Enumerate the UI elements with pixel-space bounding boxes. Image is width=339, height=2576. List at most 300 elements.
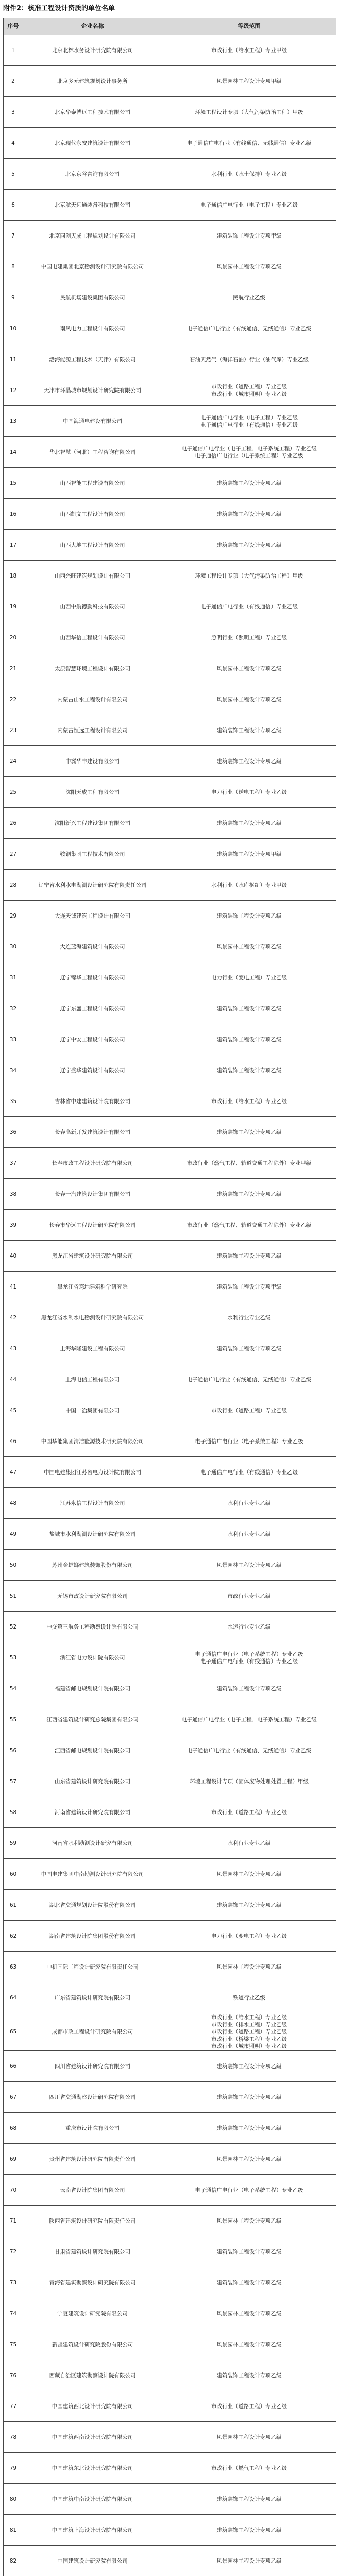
- table-row: [4, 2267, 336, 2298]
- row-number: 56: [4, 1735, 23, 1766]
- qualification-scope: [162, 437, 336, 468]
- scope-line: 铁道行业乙级: [233, 1994, 265, 2001]
- row-number: 69: [4, 2144, 23, 2175]
- table-row: [4, 1704, 336, 1735]
- company-name: 中国建筑中南设计研究院有限公司: [23, 2484, 162, 2515]
- scope-line: 电子通信广电行业（有线通信、无线通信）专业乙级: [187, 1747, 312, 1754]
- table-row: [4, 839, 336, 870]
- scope-line: 市政行业（燃气工程、轨道交通工程除外）专业甲级: [187, 1160, 312, 1166]
- scope-line: 市政行业（城市照明）专业乙级: [211, 2043, 287, 2049]
- row-number: 5: [4, 159, 23, 190]
- row-number: 64: [4, 1982, 23, 2013]
- header-company: 企业名称: [23, 18, 162, 35]
- scope-line: 风景园林工程设计专项甲级: [216, 78, 282, 84]
- company-name: 山西凯文工程设计有限公司: [23, 499, 162, 530]
- scope-line: 建筑装饰工程设计专项乙级: [216, 480, 282, 486]
- table-row: [4, 313, 336, 344]
- table-row: [4, 437, 336, 468]
- company-name: 黑龙江省寒地建筑科学研究院: [23, 1272, 162, 1302]
- qualification-scope: [162, 808, 336, 839]
- company-name: 北京航天远通装备科技有限公司: [23, 190, 162, 221]
- scope-line: 风景园林工程设计专项乙级: [216, 2310, 282, 2317]
- table-row: [4, 1488, 336, 1519]
- table-row: [4, 1148, 336, 1179]
- table-row: [4, 1859, 336, 1890]
- row-number: 67: [4, 2082, 23, 2113]
- scope-line: 建筑装饰工程设计专项乙级: [216, 2094, 282, 2100]
- scope-line: 电子通信广电行业（有线通信）专业乙级: [200, 1658, 298, 1665]
- company-name: 辽宁中安工程设计有限公司: [23, 1024, 162, 1055]
- row-number: 77: [4, 2391, 23, 2422]
- qualification-scope: [162, 1952, 336, 1982]
- row-number: 35: [4, 1086, 23, 1117]
- company-name: 山西华信工程设计有限公司: [23, 622, 162, 653]
- table-row: [4, 2360, 336, 2391]
- table-row: [4, 2515, 336, 2546]
- table-row: [4, 684, 336, 715]
- table-row: [4, 1921, 336, 1952]
- table-row: [4, 1395, 336, 1426]
- row-number: 11: [4, 344, 23, 375]
- company-name: 四川省交通勘察设计研究院有限公司: [23, 2082, 162, 2113]
- company-name: 中机国际工程设计研究院有限责任公司: [23, 1952, 162, 1982]
- table-row: [4, 2329, 336, 2360]
- row-number: 34: [4, 1055, 23, 1086]
- table-row: [4, 2453, 336, 2484]
- qualification-scope: [162, 1982, 336, 2013]
- qualification-scope: [162, 1890, 336, 1921]
- scope-line: 建筑装饰工程设计专项乙级: [216, 2372, 282, 2379]
- scope-line: 建筑装饰工程设计专项乙级: [216, 1067, 282, 1074]
- company-name: 陕西省建筑设计研究院有限责任公司: [23, 2206, 162, 2236]
- row-number: 71: [4, 2206, 23, 2236]
- company-name: 山西兴旺建筑规划设计有限公司: [23, 561, 162, 591]
- table-row: [4, 1642, 336, 1673]
- row-number: 8: [4, 251, 23, 282]
- company-name: 中国华能集团清洁能源技术研究院有限公司: [23, 1426, 162, 1457]
- table-row: [4, 777, 336, 808]
- table-row: [4, 1550, 336, 1581]
- scope-line: 市政行业（给水工程）专业乙级: [211, 2014, 287, 2021]
- company-name: 中国一冶集团有限公司: [23, 1395, 162, 1426]
- table-row: [4, 931, 336, 962]
- table-row: [4, 1333, 336, 1364]
- company-name: 中国建筑西南设计研究院有限公司: [23, 2422, 162, 2453]
- table-row: [4, 2298, 336, 2329]
- qualification-scope: [162, 1921, 336, 1952]
- qualification-scope: [162, 344, 336, 375]
- company-name: 江西省建筑设计研究总院集团有限公司: [23, 1704, 162, 1735]
- company-name: 上海电信工程有限公司: [23, 1364, 162, 1395]
- scope-line: 市政行业（燃气工程）专业乙级: [211, 2465, 287, 2471]
- scope-line: 电子通信广电行业（有线通信、无线通信）专业乙级: [187, 140, 312, 146]
- table-row: [4, 1982, 336, 2013]
- company-name: 青海省建筑勘察设计研究院有限公司: [23, 2267, 162, 2298]
- company-name: 鞍钢集团工程技术有限公司: [23, 839, 162, 870]
- row-number: 68: [4, 2113, 23, 2144]
- qualification-scope: [162, 653, 336, 684]
- company-name: 辽宁东盛工程设计有限公司: [23, 993, 162, 1024]
- row-number: 36: [4, 1117, 23, 1148]
- table-row: [4, 251, 336, 282]
- company-name: 成都市政工程设计研究院有限公司: [23, 2013, 162, 2051]
- row-number: 45: [4, 1395, 23, 1426]
- scope-line: 市政行业（道路工程）专业乙级: [211, 2029, 287, 2035]
- row-number: 21: [4, 653, 23, 684]
- row-number: 52: [4, 1612, 23, 1642]
- table-row: [4, 2391, 336, 2422]
- table-header-row: [4, 18, 336, 35]
- qualification-scope: [162, 715, 336, 746]
- scope-line: 市政行业（道路工程）专业乙级: [211, 1809, 287, 1816]
- qualification-scope: [162, 1642, 336, 1673]
- company-name: 云南省设计院集团有限公司: [23, 2175, 162, 2206]
- scope-line: 电力行业（变电工程）专业乙级: [211, 974, 287, 981]
- scope-line: 建筑装饰工程设计专项乙级: [216, 727, 282, 734]
- table-row: [4, 1117, 336, 1148]
- qualification-scope: [162, 128, 336, 159]
- table-row: [4, 1302, 336, 1333]
- company-name: 北京京谷咨询有限公司: [23, 159, 162, 190]
- qualification-scope: [162, 1735, 336, 1766]
- table-row: [4, 2206, 336, 2236]
- scope-line: 风景园林工程设计专项乙级: [216, 665, 282, 672]
- table-row: [4, 901, 336, 931]
- qualification-scope: [162, 1519, 336, 1550]
- qualification-scope: [162, 221, 336, 251]
- table-row: [4, 2546, 336, 2576]
- qualification-scope: [162, 1426, 336, 1457]
- scope-line: 电子通信广电行业（有线通信、无线通信）专业乙级: [187, 325, 312, 332]
- scope-line: 建筑装饰工程设计专项乙级: [216, 2125, 282, 2131]
- company-name: 江西省邮电规划设计院有限公司: [23, 1735, 162, 1766]
- table-row: [4, 35, 336, 66]
- table-row: [4, 468, 336, 499]
- qualification-scope: [162, 1550, 336, 1581]
- table-row: [4, 1797, 336, 1828]
- company-name: 西藏自治区建筑勘察设计院有限公司: [23, 2360, 162, 2391]
- scope-line: 建筑装饰工程设计专项乙级: [216, 2063, 282, 2070]
- qualification-scope: [162, 35, 336, 66]
- row-number: 54: [4, 1673, 23, 1704]
- row-number: 63: [4, 1952, 23, 1982]
- scope-line: 建筑装饰工程设计专项乙级: [216, 2279, 282, 2286]
- table-row: [4, 159, 336, 190]
- table-row: [4, 1024, 336, 1055]
- company-name: 无锡市政设计研究院有限公司: [23, 1581, 162, 1612]
- table-row: [4, 1612, 336, 1642]
- row-number: 53: [4, 1642, 23, 1673]
- company-name: 北京北林水务设计研究院有限公司: [23, 35, 162, 66]
- row-number: 57: [4, 1766, 23, 1797]
- row-number: 29: [4, 901, 23, 931]
- company-name: 长春一汽建筑设计集团有限公司: [23, 1179, 162, 1210]
- scope-line: 水利行业专业乙级: [227, 1531, 271, 1537]
- company-name: 山西智能工程建设有限公司: [23, 468, 162, 499]
- company-name: 湖南省建筑设计院集团股份有限公司: [23, 1921, 162, 1952]
- scope-line: 建筑装饰工程设计专项乙级: [216, 2248, 282, 2255]
- table-row: [4, 2484, 336, 2515]
- table-row: [4, 2144, 336, 2175]
- qualification-scope: [162, 2013, 336, 2051]
- company-name: 北京现代永安建筑设计有限公司: [23, 128, 162, 159]
- qualification-table: [3, 18, 336, 2576]
- scope-line: 建筑装饰工程设计专项甲级: [216, 232, 282, 239]
- row-number: 33: [4, 1024, 23, 1055]
- row-number: 38: [4, 1179, 23, 1210]
- row-number: 10: [4, 313, 23, 344]
- scope-line: 电子通信广电行业（电子工程）专业乙级: [200, 414, 298, 421]
- scope-line: 建筑装饰工程设计专项乙级: [216, 1005, 282, 1012]
- scope-line: 建筑装饰工程设计专项乙级: [216, 1252, 282, 1259]
- qualification-scope: [162, 777, 336, 808]
- scope-line: 风景园林工程设计专项乙级: [216, 2217, 282, 2224]
- row-number: 49: [4, 1519, 23, 1550]
- qualification-scope: [162, 1673, 336, 1704]
- table-row: [4, 375, 336, 406]
- qualification-scope: [162, 1766, 336, 1797]
- scope-line: 民航行业乙级: [233, 294, 265, 301]
- table-row: [4, 653, 336, 684]
- company-name: 黑龙江省建筑设计研究院有限公司: [23, 1241, 162, 1272]
- qualification-scope: [162, 2175, 336, 2206]
- table-row: [4, 870, 336, 901]
- company-name: 北京同创天成工程规划设计有限公司: [23, 221, 162, 251]
- company-name: 重庆市设计院有限公司: [23, 2113, 162, 2144]
- qualification-scope: [162, 1086, 336, 1117]
- qualification-scope: [162, 1612, 336, 1642]
- qualification-scope: [162, 1704, 336, 1735]
- qualification-scope: [162, 2113, 336, 2144]
- scope-line: 建筑装饰工程设计专项乙级: [216, 2527, 282, 2533]
- table-row: [4, 2051, 336, 2082]
- qualification-scope: [162, 2391, 336, 2422]
- scope-line: 风景园林工程设计专项乙级: [216, 943, 282, 950]
- qualification-scope: [162, 1302, 336, 1333]
- scope-line: 建筑装饰工程设计专项甲级: [216, 1283, 282, 1290]
- qualification-scope: [162, 1148, 336, 1179]
- row-number: 30: [4, 931, 23, 962]
- table-row: [4, 1766, 336, 1797]
- qualification-scope: [162, 2298, 336, 2329]
- scope-line: 电子通信广电行业（有线通信）专业乙级: [200, 1469, 298, 1476]
- company-name: 中冀华丰建设有限公司: [23, 746, 162, 777]
- row-number: 23: [4, 715, 23, 746]
- row-number: 72: [4, 2236, 23, 2267]
- row-number: 79: [4, 2453, 23, 2484]
- scope-line: 水利行业（水库枢纽）专业甲级: [211, 882, 287, 888]
- table-row: [4, 2175, 336, 2206]
- company-name: 沈阳天成工程有限公司: [23, 777, 162, 808]
- company-name: 北京华泰博远工程技术有限公司: [23, 97, 162, 128]
- row-number: 80: [4, 2484, 23, 2515]
- scope-line: 建筑装饰工程设计专项乙级: [216, 1036, 282, 1043]
- qualification-scope: [162, 2236, 336, 2267]
- qualification-scope: [162, 1364, 336, 1395]
- company-name: 民航机场建设集团有限公司: [23, 282, 162, 313]
- scope-line: 风景园林工程设计专项乙级: [216, 2341, 282, 2348]
- qualification-scope: [162, 684, 336, 715]
- scope-line: 建筑装饰工程设计专项乙级: [216, 2496, 282, 2502]
- row-number: 6: [4, 190, 23, 221]
- table-row: [4, 993, 336, 1024]
- row-number: 20: [4, 622, 23, 653]
- table-row: [4, 1952, 336, 1982]
- scope-line: 市政行业（道路工程）专业乙级: [211, 1407, 287, 1414]
- table-row: [4, 622, 336, 653]
- company-name: 江苏永信工程设计有限公司: [23, 1488, 162, 1519]
- company-name: 辽宁省水利水电勘测设计研究院有限责任公司: [23, 870, 162, 901]
- row-number: 62: [4, 1921, 23, 1952]
- row-number: 28: [4, 870, 23, 901]
- table-row: [4, 1426, 336, 1457]
- scope-line: 环境工程设计专项（大气污染防治工程）甲级: [195, 109, 303, 115]
- row-number: 66: [4, 2051, 23, 2082]
- row-number: 13: [4, 406, 23, 437]
- qualification-scope: [162, 2515, 336, 2546]
- scope-line: 电子通信广电行业（电子系统工程）专业乙级: [195, 1438, 303, 1445]
- scope-line: 市政行业（桥梁工程）专业乙级: [211, 2036, 287, 2042]
- row-number: 3: [4, 97, 23, 128]
- company-name: 长春市华远工程设计研究院有限公司: [23, 1210, 162, 1241]
- scope-line: 建筑装饰工程设计专项乙级: [216, 1191, 282, 1197]
- row-number: 15: [4, 468, 23, 499]
- qualification-scope: [162, 2144, 336, 2175]
- company-name: 中交第三航务工程勘察设计院有限公司: [23, 1612, 162, 1642]
- table-row: [4, 1086, 336, 1117]
- company-name: 中国建筑设计研究院有限公司: [23, 2546, 162, 2576]
- qualification-scope: [162, 1241, 336, 1272]
- row-number: 50: [4, 1550, 23, 1581]
- table-row: [4, 962, 336, 993]
- table-row: [4, 1364, 336, 1395]
- row-number: 2: [4, 66, 23, 97]
- scope-line: 风景园林工程设计专项乙级: [216, 263, 282, 270]
- row-number: 48: [4, 1488, 23, 1519]
- company-name: 苏州金螳螂建筑装饰股份有限公司: [23, 1550, 162, 1581]
- row-number: 43: [4, 1333, 23, 1364]
- table-row: [4, 344, 336, 375]
- scope-line: 电力行业（变电工程）专业乙级: [211, 1933, 287, 1939]
- company-name: 四川省建筑设计研究院有限公司: [23, 2051, 162, 2082]
- company-name: 中国建筑西北设计研究院有限公司: [23, 2391, 162, 2422]
- qualification-scope: [162, 1395, 336, 1426]
- qualification-scope: [162, 1117, 336, 1148]
- qualification-scope: [162, 2546, 336, 2576]
- row-number: 58: [4, 1797, 23, 1828]
- company-name: 太原智慧环境工程设计有限公司: [23, 653, 162, 684]
- table-row: [4, 1581, 336, 1612]
- table-row: [4, 1179, 336, 1210]
- row-number: 40: [4, 1241, 23, 1272]
- document-page: [3, 0, 336, 2576]
- qualification-scope: [162, 159, 336, 190]
- qualification-scope: [162, 406, 336, 437]
- scope-line: 环境工程设计专项（固体废物处理处置工程）甲级: [190, 1778, 309, 1785]
- table-row: [4, 221, 336, 251]
- row-number: 75: [4, 2329, 23, 2360]
- company-name: 渤海能源工程技术（天津）有限公司: [23, 344, 162, 375]
- table-row: [4, 808, 336, 839]
- scope-line: 建筑装饰工程设计专项甲级: [216, 851, 282, 857]
- company-name: 中国海通电建设有限公司: [23, 406, 162, 437]
- table-body: [4, 35, 336, 2576]
- qualification-scope: [162, 66, 336, 97]
- qualification-scope: [162, 2329, 336, 2360]
- scope-line: 市政行业（排水工程）专业乙级: [211, 2022, 287, 2028]
- table-row: [4, 499, 336, 530]
- table-row: [4, 2236, 336, 2267]
- company-name: 中国电建集团中南勘测设计研究院有限公司: [23, 1859, 162, 1890]
- row-number: 61: [4, 1890, 23, 1921]
- qualification-scope: [162, 1457, 336, 1488]
- qualification-scope: [162, 870, 336, 901]
- company-name: 中国建筑上海设计研究院有限公司: [23, 2515, 162, 2546]
- qualification-scope: [162, 1828, 336, 1859]
- row-number: 42: [4, 1302, 23, 1333]
- qualification-scope: [162, 931, 336, 962]
- scope-line: 建筑装饰工程设计专项乙级: [216, 1345, 282, 1352]
- qualification-scope: [162, 591, 336, 622]
- company-name: 大连蓝海建筑设计有限公司: [23, 931, 162, 962]
- row-number: 60: [4, 1859, 23, 1890]
- scope-line: 风景园林工程设计专项乙级: [216, 2557, 282, 2564]
- qualification-scope: [162, 1179, 336, 1210]
- scope-line: 照明行业（照明工程）专业乙级: [211, 634, 287, 641]
- company-name: 山西大地工程设计有限公司: [23, 530, 162, 561]
- qualification-scope: [162, 2267, 336, 2298]
- qualification-scope: [162, 1210, 336, 1241]
- scope-line: 水利行业专业乙级: [227, 1314, 271, 1321]
- row-number: 19: [4, 591, 23, 622]
- scope-line: 建筑装饰工程设计专项乙级: [216, 1902, 282, 1908]
- table-row: [4, 2013, 336, 2051]
- company-name: 大连天诚建筑工程设计有限公司: [23, 901, 162, 931]
- qualification-scope: [162, 375, 336, 406]
- document-title: 附件2：核准工程设计资质的单位名单: [3, 5, 115, 12]
- qualification-scope: [162, 2453, 336, 2484]
- scope-line: 风景园林工程设计专项乙级: [216, 2434, 282, 2441]
- scope-line: 市政行业（城市照明）专业乙级: [211, 391, 287, 397]
- table-row: [4, 97, 336, 128]
- company-name: 中国建筑东北设计研究院有限公司: [23, 2453, 162, 2484]
- row-number: 74: [4, 2298, 23, 2329]
- table-row: [4, 530, 336, 561]
- table-row: [4, 1735, 336, 1766]
- row-number: 78: [4, 2422, 23, 2453]
- scope-line: 水利行业专业乙级: [227, 1500, 271, 1506]
- qualification-scope: [162, 746, 336, 777]
- scope-line: 市政行业（给水工程）专业甲级: [211, 47, 287, 54]
- qualification-scope: [162, 1024, 336, 1055]
- company-name: 吉林省中建建筑设计院有限公司: [23, 1086, 162, 1117]
- row-number: 12: [4, 375, 23, 406]
- row-number: 18: [4, 561, 23, 591]
- header-scope: 等级范围: [162, 18, 336, 35]
- row-number: 65: [4, 2013, 23, 2051]
- row-number: 26: [4, 808, 23, 839]
- company-name: 南风电力工程设计有限公司: [23, 313, 162, 344]
- scope-line: 市政行业专业乙级: [227, 1592, 271, 1599]
- company-name: 新疆建筑设计研究院股份有限公司: [23, 2329, 162, 2360]
- qualification-scope: [162, 622, 336, 653]
- company-name: 广东省建筑设计研究院有限公司: [23, 1982, 162, 2013]
- scope-line: 水利行业（水土保持）专业乙级: [211, 171, 287, 177]
- qualification-scope: [162, 1581, 336, 1612]
- company-name: 沈阳新兴工程建设集团有限公司: [23, 808, 162, 839]
- scope-line: 建筑装饰工程设计专项乙级: [216, 541, 282, 548]
- scope-line: 风景园林工程设计专项乙级: [216, 2156, 282, 2162]
